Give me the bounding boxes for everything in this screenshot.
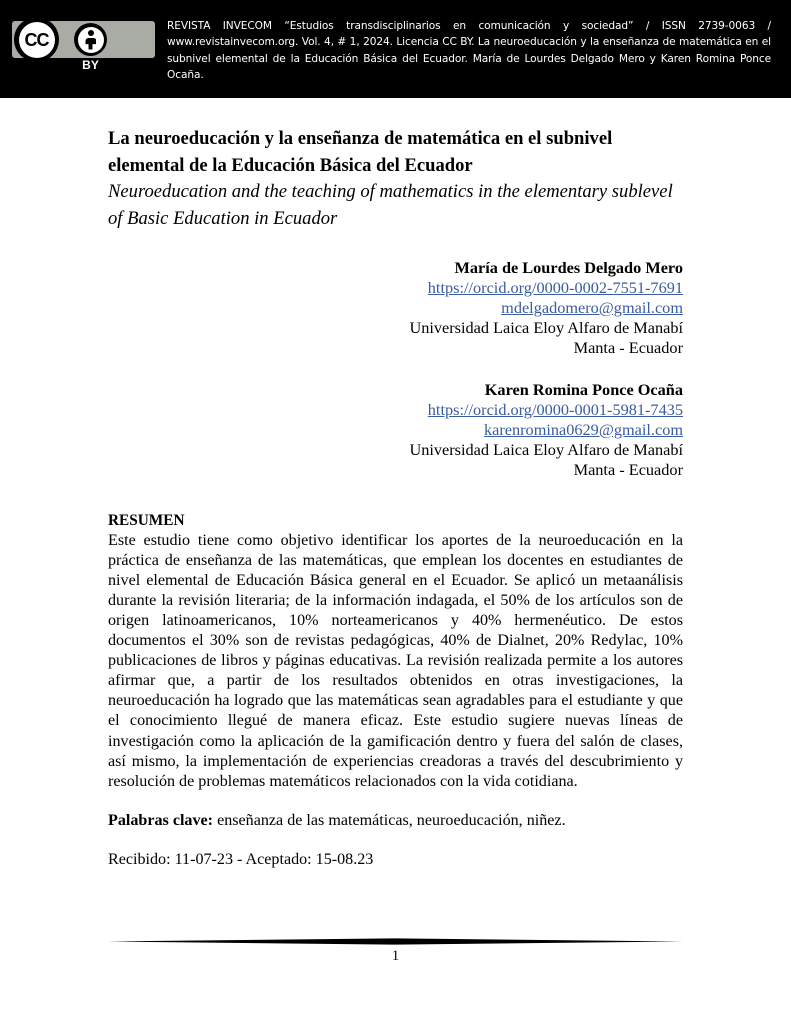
author-email-link[interactable]: karenromina0629@gmail.com [483,420,683,439]
author-orcid-link[interactable]: https://orcid.org/0000-0001-5981-7435 [427,400,683,419]
author-affiliation: Universidad Laica Eloy Alfaro de Manabí [409,440,683,459]
cc-glyph-text: CC [24,29,49,50]
cc-icon-inner [19,22,55,58]
author-location: Manta - Ecuador [573,338,683,357]
abstract-heading: RESUMEN [108,512,185,529]
footer-divider-rule [108,938,683,945]
cc-by-license-badge[interactable] [12,21,155,72]
abstract-section [108,511,683,870]
by-label: BY [82,58,99,72]
authors-block [108,258,683,480]
author-entry [108,380,683,480]
page-footer [108,938,683,965]
keywords-line [108,792,683,831]
page-title-english: Neuroeducation and the teaching of mathematics in the elementary sublevel of Basic Education in Ecuador [108,181,673,229]
by-icon-inner [78,27,104,53]
creative-commons-icon [14,17,59,62]
received-accepted-dates: Recibido: 11-07-23 - Aceptado: 15-08.23 [108,850,374,868]
author-name: Karen Romina Ponce Ocaña [484,380,683,399]
journal-citation-header: REVISTA INVECOM “Estudios transdisciplinarios en comunicación y sociedad” / ISSN 2739-0063 / www.revistainvecom.org. Vol. 4, # 1, 2024. Licencia CC BY. La neuroeducación y la enseñanza de matemática en el subnivel elemental de la Educación Básica del Ecuador. María de Lourdes Delgado Mero y Karen Romina Ponce Ocaña. [167,20,771,81]
keywords-label: Palabras clave: [108,811,214,829]
author-location: Manta - Ecuador [573,460,683,479]
abstract-body: Este estudio tiene como objetivo identificar los aportes de la neuroeducación en la práctica de enseñanza de las matemáticas, que emplean los docentes en estudiantes de nivel elemental de Educación Básica general en el Ecuador. Se aplicó un metaanálisis durante la revisión literaria; de la información indagada, el 50% de los artículos son de origen latinoamericanos, 10% norteamericanos y 40% hermenéutico. De estos documentos el 30% son de revistas pedagógicas, 40% de Dialnet, 20% Redylac, 10% publicaciones de libros y páginas educativas. La revisión realizada permite a los autores afirmar que, a partir de los resultados obtenidos en otras investigaciones, la neuroeducación ha logrado que las matemáticas sean agradables para el estudiante y que el conocimiento llegué de manera eficaz. Este estudio sugiere nuevas líneas de investigación como la aplicación de la gamificación dentro y fuera del salón de clases, así mismo, la implementación de experiencias creadoras a través del descubrimiento y resolución de problemas matemáticos relacionados con la vida cotidiana. [108,531,683,790]
author-email-link[interactable]: mdelgadomero@gmail.com [501,298,683,317]
header-band [0,0,791,98]
person-head-shape [88,30,94,36]
page-number: 1 [391,948,400,964]
author-name: María de Lourdes Delgado Mero [454,258,683,277]
page-title-spanish: La neuroeducación y la enseñanza de matemática en el subnivel elemental de la Educación Básica del Ecuador [108,128,613,176]
person-body-shape [85,38,96,50]
attribution-person-icon [74,23,107,56]
author-affiliation: Universidad Laica Eloy Alfaro de Manabí [409,318,683,337]
author-orcid-link[interactable]: https://orcid.org/0000-0002-7551-7691 [427,278,683,297]
keywords-value: enseñanza de las matemáticas, neuroeducación, niñez. [213,811,566,829]
title-block [108,126,683,232]
author-entry [108,258,683,358]
